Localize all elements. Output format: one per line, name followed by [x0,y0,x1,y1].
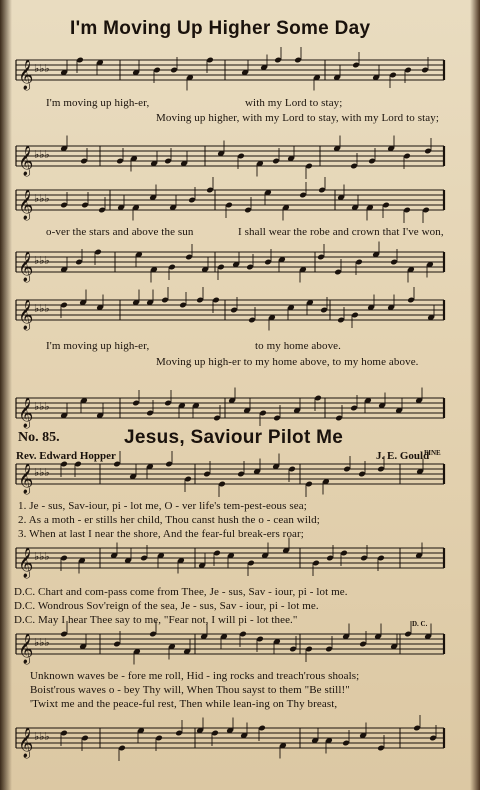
svg-text:♭♭♭: ♭♭♭ [34,62,50,75]
svg-text:𝄞: 𝄞 [18,190,34,220]
hymn1-staff-system-1 [0,54,480,94]
hymn1-lyric-line-2: Moving up higher, with my Lord to stay, with my Lord to stay; [156,112,439,124]
hymn1-staff-system-5 [0,294,480,334]
hymn2-staff-system-4 [0,722,480,762]
svg-text:♭♭♭: ♭♭♭ [34,302,50,315]
svg-text:♭♭♭: ♭♭♭ [34,192,50,205]
hymn2-staff-system-2 [0,542,480,582]
hymn1-staff-system-2 [0,140,480,180]
hymn2-dc-line-3: D.C. May I hear Thee say to me, "Fear not, I will pi - lot thee." [14,614,298,626]
hymn1-lyric-line-1a: I'm moving up high-er, [46,97,150,109]
hymn1-staff-system-6 [0,392,480,428]
svg-text:♭♭♭: ♭♭♭ [34,466,50,479]
hymn1-lyric-line-3b: I shall wear the robe and crown that I've won, [238,226,444,238]
hymn2-refrain-2: Boist'rous waves o - bey Thy will, When Thou sayst to them "Be still!" [30,684,350,696]
hymn2-dc-line-1: D.C. Chart and com-pass come from Thee, Je - sus, Sav - iour, pi - lot me. [14,586,348,598]
svg-text:𝄞: 𝄞 [18,300,34,330]
svg-text:𝄞: 𝄞 [18,464,34,494]
svg-text:𝄞: 𝄞 [18,634,34,664]
svg-text:♭♭♭: ♭♭♭ [34,148,50,161]
svg-text:♭♭♭: ♭♭♭ [34,550,50,563]
svg-text:𝄞: 𝄞 [18,252,34,282]
hymn1-lyric-line-4b: to my home above. [255,340,342,352]
hymn2-dc-line-2: D.C. Wondrous Sov'reign of the sea, Je - sus, Sav - iour, pi - lot me. [14,600,319,612]
hymn1-lyric-line-5: Moving up high-er to my home above, to my home above. [156,356,419,368]
hymn2-composer: J. E. Gould [376,450,430,462]
hymn2-fine-mark: FINE [424,449,441,457]
svg-text:♭♭♭: ♭♭♭ [34,636,50,649]
hymn2-verse-1: 1. Je - sus, Sav-iour, pi - lot me, O - ver life's tem-pest-eous sea; [18,500,307,512]
svg-text:𝄞: 𝄞 [18,728,34,758]
svg-text:♭♭♭: ♭♭♭ [34,730,50,743]
hymn1-staff-system-4 [0,246,480,286]
svg-text:♭♭♭: ♭♭♭ [34,254,50,267]
hymn1-title: I'm Moving Up Higher Some Day [70,18,371,39]
hymn2-author: Rev. Edward Hopper [16,450,116,462]
hymn2-title: Jesus, Saviour Pilot Me [124,427,344,448]
svg-text:𝄞: 𝄞 [18,146,34,176]
hymn2-staff-system-1 [0,458,480,498]
svg-text:𝄞: 𝄞 [18,548,34,578]
hymn1-lyric-line-3a: o-ver the stars and above the sun [46,226,194,238]
hymn1-staff-system-3 [0,184,480,224]
svg-text:𝄞: 𝄞 [18,398,34,428]
svg-text:♭♭♭: ♭♭♭ [34,400,50,413]
svg-text:𝄞: 𝄞 [18,60,34,90]
hymn2-refrain-3: 'Twixt me and the peace-ful rest, Then while lean-ing on Thy breast, [30,698,338,710]
hymn1-lyric-line-4a: I'm moving up high-er, [46,340,150,352]
hymn2-dc-mark: D. C. [412,620,428,628]
hymn2-number: No. 85. [18,430,60,445]
hymn1-lyric-line-1b: with my Lord to stay; [245,97,343,109]
hymn2-verse-2: 2. As a moth - er stills her child, Thou canst hush the o - cean wild; [18,514,320,526]
hymn2-verse-3: 3. When at last I near the shore, And the fear-ful break-ers roar; [18,528,304,540]
hymn2-staff-system-3 [0,628,480,668]
hymn2-refrain-1: Unknown waves be - fore me roll, Hid - ing rocks and treach'rous shoals; [30,670,360,682]
